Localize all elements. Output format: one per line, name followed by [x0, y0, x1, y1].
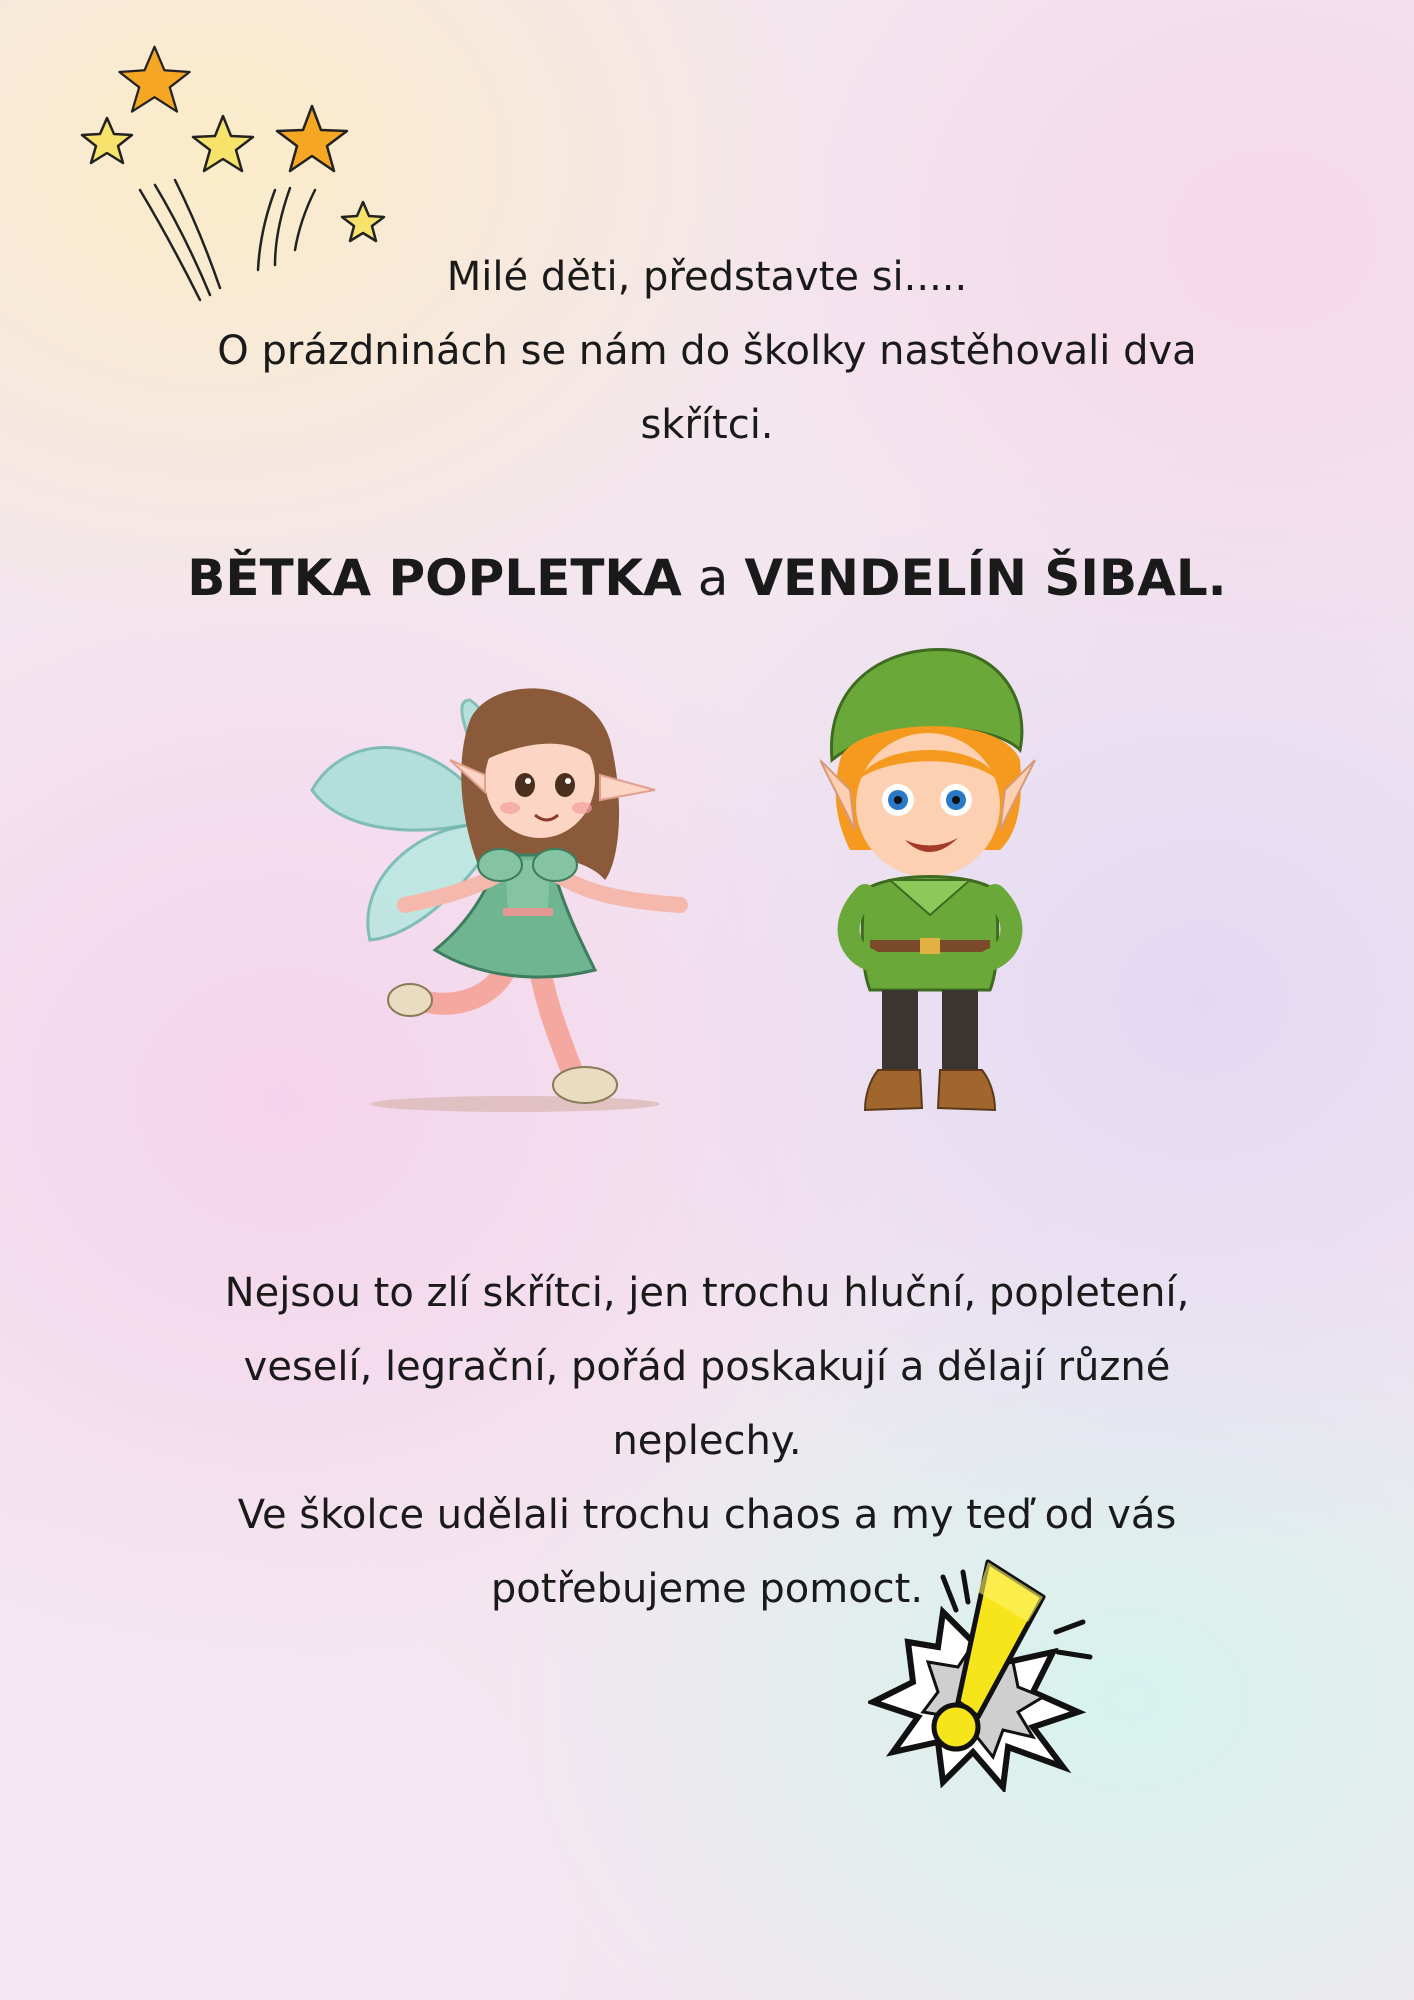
body-line: Nejsou to zlí skřítci, jen trochu hluční, popletení, [224, 1270, 1190, 1316]
names-heading [150, 546, 1264, 610]
fairy-girl-illustration [300, 680, 700, 1120]
name-betka: BĚTKA POPLETKA [187, 549, 682, 607]
exclamation-burst-icon [868, 1552, 1098, 1792]
intro-line: skřítci. [640, 402, 774, 448]
names-connector: a [681, 549, 745, 607]
elf-boy-illustration [820, 640, 1040, 1120]
body-line: Ve školce udělali trochu chaos a my teď od vás [237, 1492, 1177, 1538]
body-line: veselí, legrační, pořád poskakují a dělají různé [243, 1344, 1171, 1390]
intro-line: O prázdninách se nám do školky nastěhovali dva [217, 328, 1197, 374]
intro-line: Milé děti, představte si..... [446, 254, 968, 300]
intro-paragraph [150, 240, 1264, 462]
name-vendelin: VENDELÍN ŠIBAL. [744, 549, 1227, 607]
body-line: neplechy. [612, 1418, 802, 1464]
body-line: potřebujeme pomoct. [490, 1566, 924, 1612]
